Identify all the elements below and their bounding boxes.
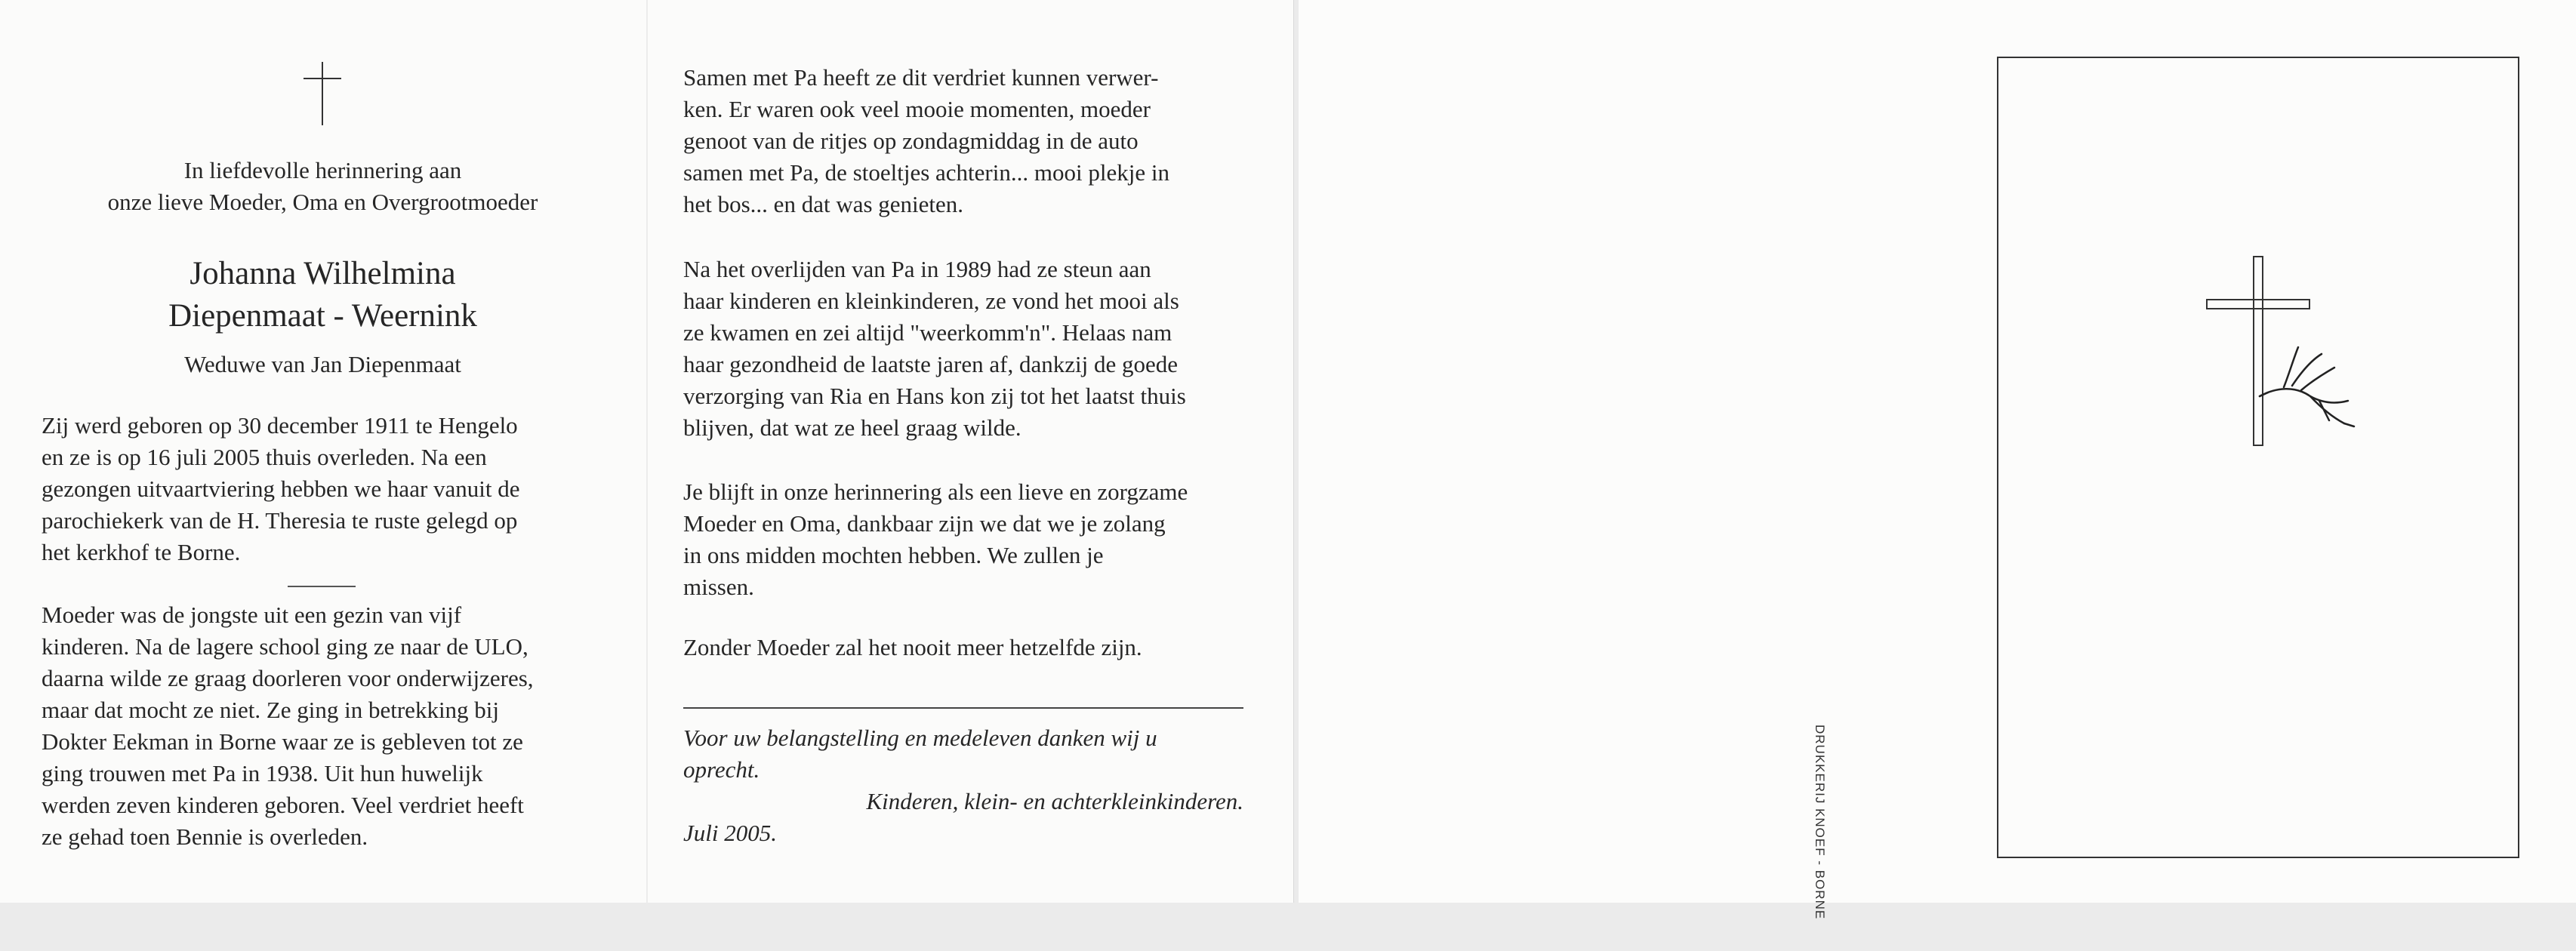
text-line: parochiekerk van de H. Theresia te ruste gelegd op <box>42 507 518 534</box>
thanks-block <box>683 722 1243 849</box>
intro-line-2: onze lieve Moeder, Oma en Overgrootmoeder <box>107 189 538 215</box>
intro-line-1: In liefdevolle herinnering aan <box>183 157 462 183</box>
text-line: in ons midden mochten hebben. We zullen je <box>683 542 1104 568</box>
text-line: ken. Er waren ook veel mooie momenten, moeder <box>683 96 1151 122</box>
text-line: Na het overlijden van Pa in 1989 had ze steun aan <box>683 256 1151 282</box>
text-line: verzorging van Ria en Hans kon zij tot het laatst thuis <box>683 383 1186 409</box>
cover-frame <box>1997 57 2519 858</box>
right-paragraph-2 <box>683 254 1243 444</box>
text-line: ging trouwen met Pa in 1938. Uit hun huwelijk <box>42 760 483 786</box>
long-divider <box>683 707 1243 709</box>
right-paragraph-3 <box>683 476 1243 603</box>
text-line: ze kwamen en zei altijd "weerkomm'n". Helaas nam <box>683 319 1172 346</box>
left-paragraph-1 <box>42 410 604 568</box>
text-line: Dokter Eekman in Borne waar ze is gebleven tot ze <box>42 728 523 755</box>
text-line: maar dat mocht ze niet. Ze ging in betrekking bij <box>42 697 500 723</box>
deceased-name <box>42 253 604 337</box>
text-line: Zij werd geboren op 30 december 1911 te Hengelo <box>42 412 518 439</box>
signature: Kinderen, klein- en achterkleinkinderen. <box>866 788 1243 814</box>
text-line: blijven, dat wat ze heel graag wilde. <box>683 414 1021 441</box>
right-paragraph-1 <box>683 62 1243 220</box>
cross-icon <box>2207 257 2309 445</box>
short-divider <box>288 586 356 587</box>
text-line: het kerkhof te Borne. <box>42 539 241 565</box>
left-paragraph-2 <box>42 599 604 853</box>
thanks-line-1: Voor uw belangstelling en medeleven danken wij u <box>683 725 1157 751</box>
date: Juli 2005. <box>683 820 777 846</box>
text-line: het bos... en dat was genieten. <box>683 191 964 217</box>
text-line: haar kinderen en kleinkinderen, ze vond het mooi als <box>683 288 1179 314</box>
first-names: Johanna Wilhelmina <box>190 256 456 291</box>
text-line: Samen met Pa heeft ze dit verdriet kunnen verwer- <box>683 64 1159 91</box>
right-paragraph-4: Zonder Moeder zal het nooit meer hetzelfde zijn. <box>683 634 1142 660</box>
cross-icon <box>302 60 343 127</box>
cross-dove-emblem <box>2205 253 2371 449</box>
text-line: missen. <box>683 574 754 600</box>
widow-of: Weduwe van Jan Diepenmaat <box>184 351 461 377</box>
printer-credit: DRUKKERIJ KNOEF - BORNE <box>1813 725 1827 920</box>
text-line: daarna wilde ze graag doorleren voor onderwijzeres, <box>42 665 534 691</box>
intro-text <box>42 155 604 218</box>
thanks-line-2: oprecht. <box>683 756 760 783</box>
text-line: werden zeven kinderen geboren. Veel verdriet heeft <box>42 792 524 818</box>
text-line: haar gezondheid de laatste jaren af, dankzij de goede <box>683 351 1178 377</box>
text-line: genoot van de ritjes op zondagmiddag in de auto <box>683 128 1139 154</box>
text-line: Je blijft in onze herinnering als een lieve en zorgzame <box>683 479 1188 505</box>
text-line: en ze is op 16 juli 2005 thuis overleden. Na een <box>42 444 487 470</box>
text-line: Moeder en Oma, dankbaar zijn we dat we je zolang <box>683 510 1166 537</box>
text-line: kinderen. Na de lagere school ging ze naar de ULO, <box>42 633 528 660</box>
text-line: gezongen uitvaartviering hebben we haar vanuit de <box>42 476 520 502</box>
text-line: Moeder was de jongste uit een gezin van vijf <box>42 602 462 628</box>
text-line: samen met Pa, de stoeltjes achterin... mooi plekje in <box>683 159 1169 186</box>
dove-icon <box>2260 347 2354 426</box>
surnames: Diepenmaat - Weernink <box>168 298 477 334</box>
text-line: ze gehad toen Bennie is overleden. <box>42 823 368 850</box>
center-fold <box>646 0 648 903</box>
